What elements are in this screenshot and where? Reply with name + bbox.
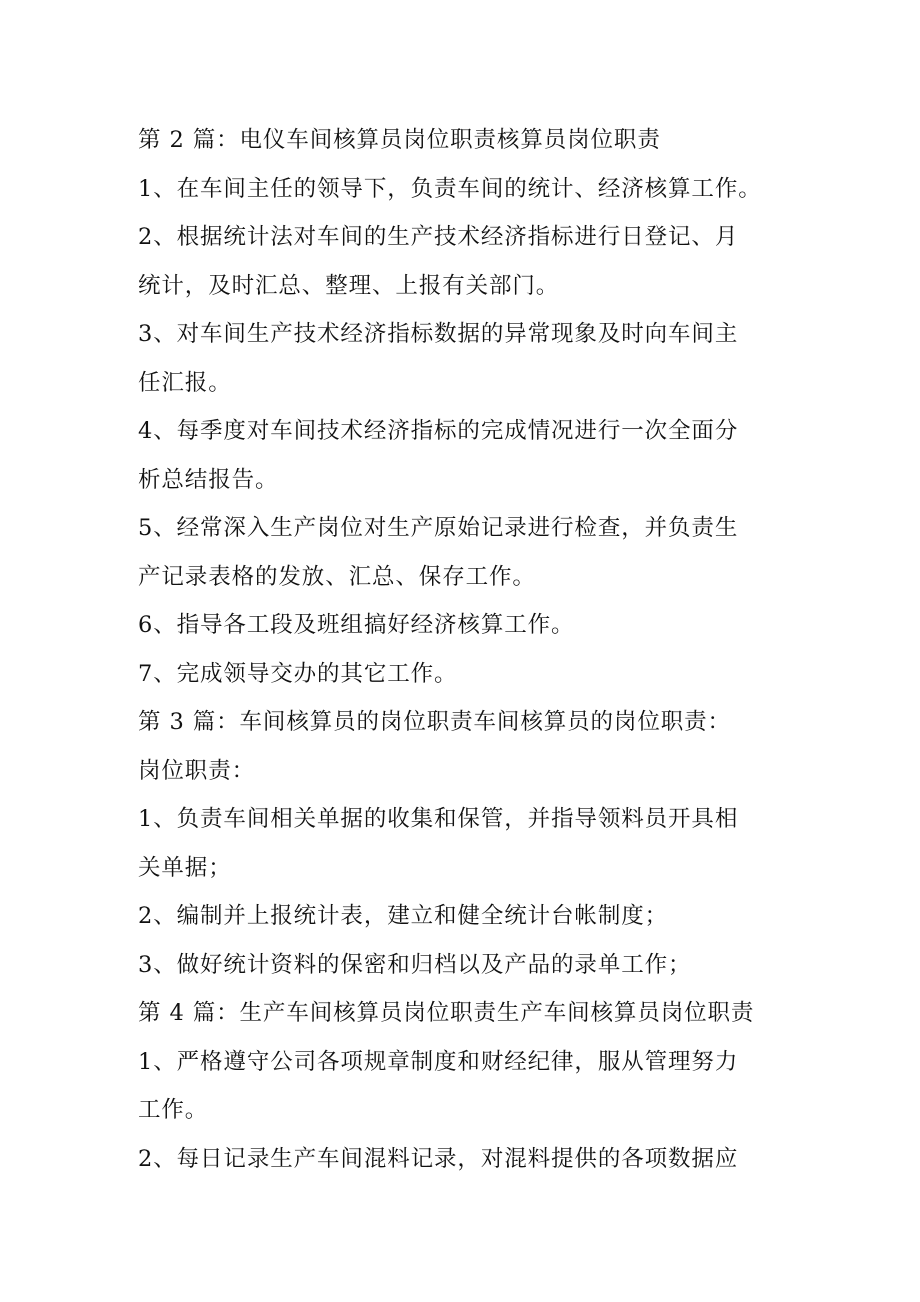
paragraph-line: 析总结报告。 — [138, 466, 279, 493]
paragraph-line: 2、根据统计法对车间的生产技术经济指标进行日登记、月 — [138, 224, 739, 250]
paragraph-line: 2、编制并上报统计表，建立和健全统计台帐制度； — [138, 903, 669, 929]
paragraph-line: 6、指导各工段及班组搞好经济核算工作。 — [138, 612, 575, 638]
paragraph-line: 统计，及时汇总、整理、上报有关部门。 — [138, 272, 560, 299]
subheading-duties: 岗位职责： — [138, 757, 256, 784]
paragraph-line: 5、经常深入生产岗位对生产原始记录进行检查，并负责生 — [138, 515, 739, 541]
heading-part-2: 第 2 篇：电仪车间核算员岗位职责核算员岗位职责 — [138, 127, 661, 153]
document-body — [138, 116, 798, 1183]
paragraph-line: 4、每季度对车间技术经济指标的完成情况进行一次全面分 — [138, 418, 739, 444]
paragraph-line: 7、完成领导交办的其它工作。 — [138, 660, 458, 687]
paragraph-line: 工作。 — [138, 1097, 209, 1123]
paragraph-line: 2、每日记录生产车间混料记录，对混料提供的各项数据应 — [138, 1145, 739, 1172]
paragraph-line: 3、对车间生产技术经济指标数据的异常现象及时向车间主 — [138, 321, 739, 347]
paragraph-line: 1、负责车间相关单据的收集和保管，并指导领料员开具相 — [138, 806, 739, 832]
paragraph-line: 1、在车间主任的领导下，负责车间的统计、经济核算工作。 — [138, 175, 762, 202]
heading-part-4: 第 4 篇：生产车间核算员岗位职责生产车间核算员岗位职责 — [138, 1000, 755, 1026]
paragraph-line: 产记录表格的发放、汇总、保存工作。 — [138, 563, 536, 590]
paragraph-line: 3、做好统计资料的保密和归档以及产品的录单工作； — [138, 951, 692, 978]
paragraph-line: 1、严格遵守公司各项规章制度和财经纪律，服从管理努力 — [138, 1048, 739, 1075]
heading-part-3: 第 3 篇：车间核算员的岗位职责车间核算员的岗位职责： — [138, 709, 731, 735]
paragraph-line: 任汇报。 — [138, 369, 232, 396]
paragraph-line: 关单据； — [138, 854, 232, 881]
